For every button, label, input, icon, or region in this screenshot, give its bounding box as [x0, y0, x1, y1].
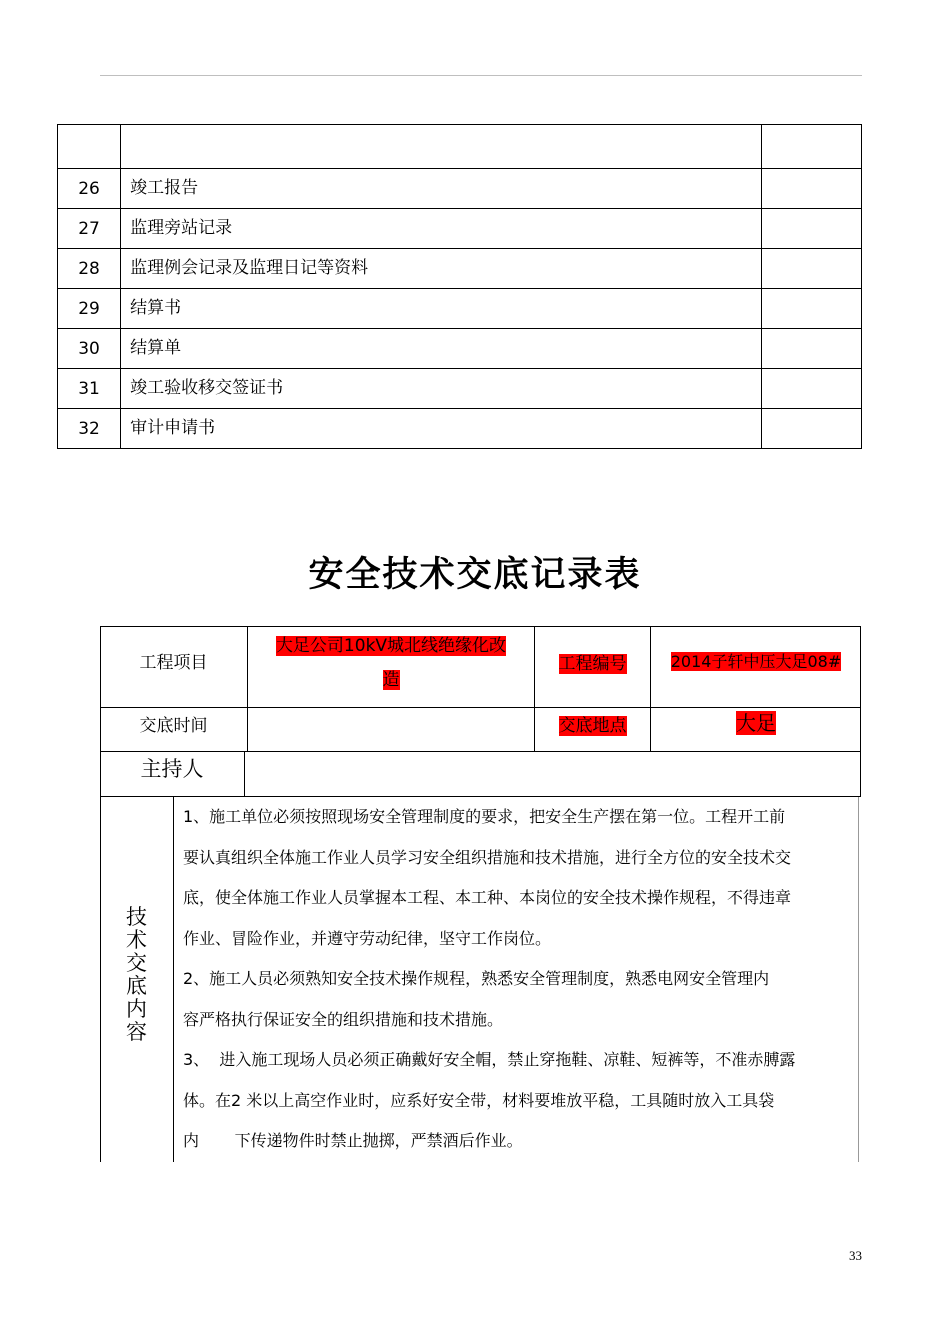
project-label: 工程项目 [139, 653, 208, 673]
row-remark [761, 125, 861, 169]
document-list-table [57, 124, 862, 449]
content-line: 1、施工单位必须按照现场安全管理制度的要求，把安全生产摆在第一位。工程开工前 [183, 807, 786, 826]
row-document-name: 结算书 [121, 289, 762, 329]
place-value: 大足 [736, 711, 776, 735]
content-line: 作业、冒险作业，并遵守劳动纪律，坚守工作岗位。 [183, 928, 552, 948]
time-label: 交底时间 [139, 716, 208, 736]
table-row [58, 249, 862, 289]
content-label [100, 906, 173, 1044]
row-number: 29 [58, 289, 121, 329]
row-number: 26 [58, 169, 121, 209]
row-number: 28 [58, 249, 121, 289]
place-label-wrap [535, 711, 650, 736]
table-row [58, 209, 862, 249]
safety-record-table [100, 626, 861, 1162]
row-remark [761, 329, 861, 369]
table-row [58, 125, 862, 169]
row-document-name [121, 125, 762, 169]
row-remark [761, 369, 861, 409]
row-divider [100, 751, 861, 752]
row-document-name: 竣工报告 [121, 169, 762, 209]
content-line: 容严格执行保证安全的组织措施和技术措施。 [183, 1009, 504, 1029]
row-number: 30 [58, 329, 121, 369]
table-row [58, 169, 862, 209]
column-divider [173, 797, 174, 1162]
table-row [58, 329, 862, 369]
table-row [58, 289, 862, 329]
project-value [248, 629, 534, 697]
table-row [58, 369, 862, 409]
content-right-edge [858, 797, 859, 1162]
content-label-char: 内 [126, 997, 147, 1021]
project-value-line2: 造 [382, 670, 400, 690]
header-rule [100, 75, 862, 76]
content-line: 要认真组织全体施工作业人员学习安全组织措施和技术措施，进行全方位的安全技术交 [183, 847, 792, 867]
row-document-name: 竣工验收移交签证书 [121, 369, 762, 409]
content-label-char: 术 [126, 928, 147, 952]
row-document-name: 监理旁站记录 [121, 209, 762, 249]
row-number [58, 125, 121, 169]
place-label: 交底地点 [558, 716, 627, 736]
row-remark [761, 249, 861, 289]
content-label-char: 底 [126, 974, 147, 998]
page-number: 33 [849, 1248, 862, 1263]
table-row [58, 409, 862, 449]
content-label-char: 交 [126, 951, 147, 975]
row-remark [761, 289, 861, 329]
content-label-char: 技 [126, 905, 147, 929]
content-line: 体。在2 米以上高空作业时，应系好安全带，材料要堆放平稳，工具随时放入工具袋 [183, 1090, 775, 1110]
content-line: 底，使全体施工作业人员掌握本工程、本工种、本岗位的安全技术操作规程，不得违章 [183, 888, 792, 907]
content-line: 2、施工人员必须熟知安全技术操作规程，熟悉安全管理制度，熟悉电网安全管理内 [183, 969, 770, 988]
place-value-wrap [651, 707, 861, 736]
row-remark [761, 169, 861, 209]
code-value-wrap [651, 649, 861, 672]
row-remark [761, 409, 861, 449]
row-document-name: 审计申请书 [121, 409, 762, 449]
row-number: 27 [58, 209, 121, 249]
content-label-char: 容 [126, 1020, 147, 1044]
row-remark [761, 209, 861, 249]
content-body [183, 797, 853, 1162]
row-document-name: 结算单 [121, 329, 762, 369]
code-value: 2014子轩中压大足08# [670, 652, 842, 671]
row-number: 31 [58, 369, 121, 409]
code-label: 工程编号 [558, 654, 627, 674]
table-border-top [100, 626, 861, 627]
column-divider [244, 752, 245, 797]
content-line: 内 下传递物件时禁止抛掷，严禁酒后作业。 [183, 1131, 523, 1150]
page-title: 安全技术交底记录表 [308, 555, 642, 595]
row-document-name: 监理例会记录及监理日记等资料 [121, 249, 762, 289]
row-number: 32 [58, 409, 121, 449]
content-line: 3、 进入施工现场人员必须正确戴好安全帽，禁止穿拖鞋、凉鞋、短裤等，不准赤膊露 [183, 1050, 796, 1069]
host-label: 主持人 [140, 757, 204, 781]
project-value-line1: 大足公司10kV城北线绝缘化改 [275, 636, 507, 656]
code-label-wrap [535, 649, 650, 674]
